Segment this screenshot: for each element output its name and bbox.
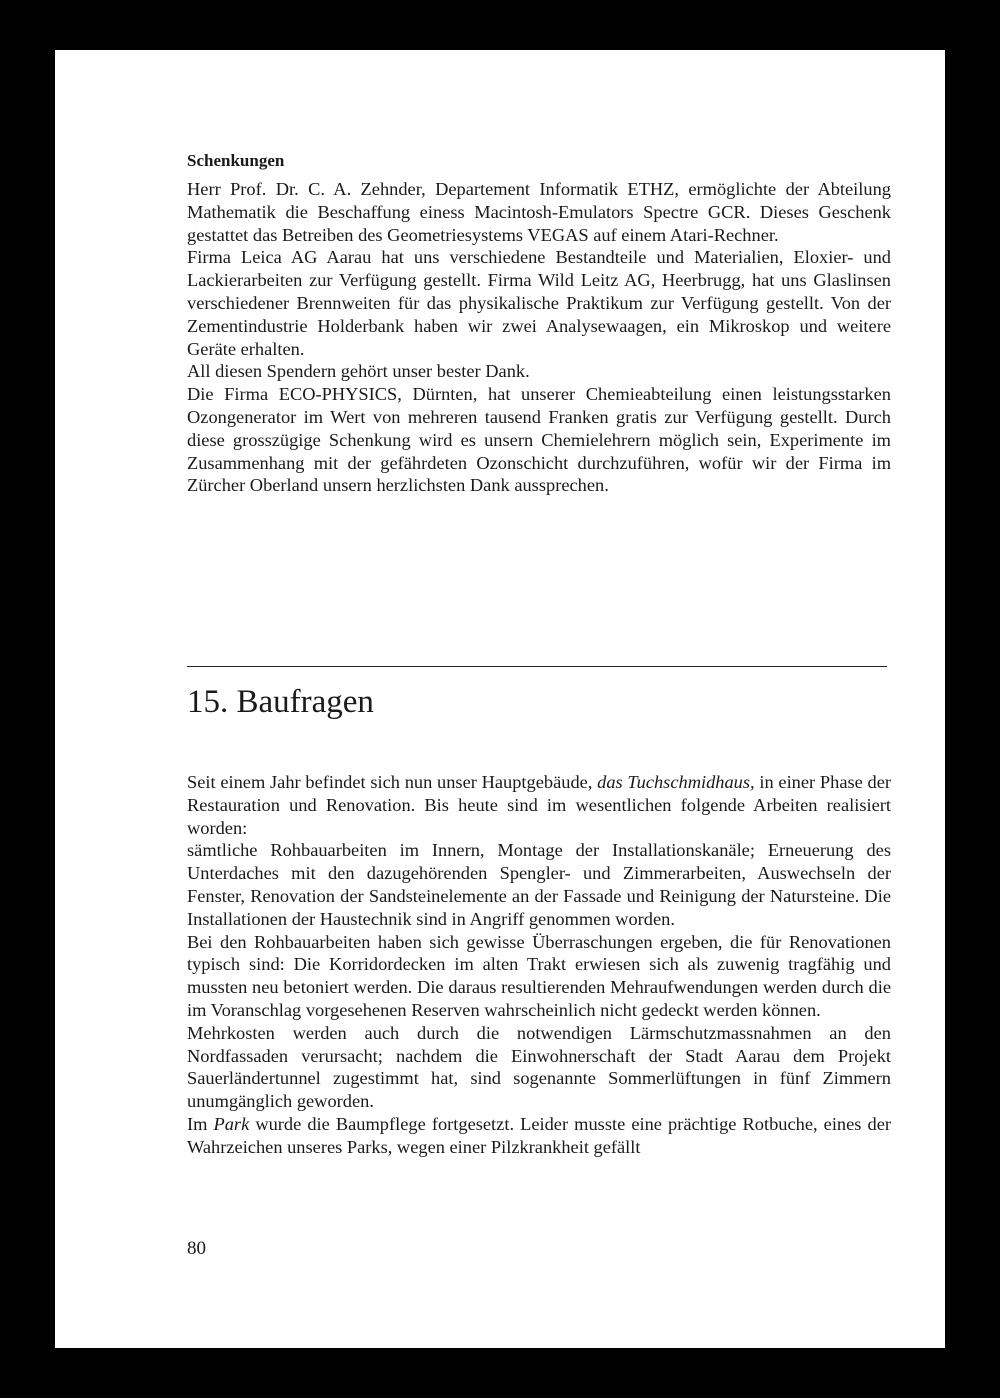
paragraph-surprises: Bei den Rohbauarbeiten haben sich gewisse Überraschungen ergeben, die für Renovationen typisch sind: Die Korridordecken im alten Trakt erwiesen sich als zuwenig tragfähig und mussten neu betoniert werden. Die daraus resultierenden Mehraufwendungen werden durch die im Voranschlag vorgesehenen Reserven wahrscheinlich nicht gedeckt werden können. xyxy=(187,931,891,1020)
paragraph-thanks: All diesen Spendern gehört unser bester Dank. xyxy=(187,361,530,382)
intro-text-start: Seit einem Jahr befindet sich nun unser Hauptgebäude, xyxy=(187,772,598,792)
paragraph-works: sämtliche Rohbauarbeiten im Innern, Montage der Installationskanäle; Erneuerung des Unterdaches mit den dazugehörenden Spengler- und Zimmerarbeiten, Auswechseln der Fenster, Renovation der Sandsteinelemente an der Fassade und Reinigung der Natursteine. Die Installationen der Haustechnik sind in Angriff genommen worden. xyxy=(187,840,891,929)
chapter-title: 15. Baufragen xyxy=(187,684,374,720)
park-text-start: Im xyxy=(187,1113,214,1134)
paragraph-zehnder: Herr Prof. Dr. C. A. Zehnder, Departement Informatik ETHZ, ermöglichte der Abteilung Mathematik die Beschaffung einess Macintosh-Emulators Spectre GCR. Dieses Geschenk gestattet das Betreiben des Geometriesystems VEGAS auf einem Atari-Rechner. xyxy=(187,179,891,245)
park-text-end: wurde die Baumpflege fortgesetzt. Leider musste eine prächtige Rotbuche, eines der Wahrzeichen unseres Parks, wegen einer Pilzkrankheit gefällt xyxy=(187,1113,891,1157)
paragraph-park xyxy=(187,1113,891,1159)
paragraph-eco-physics: Die Firma ECO-PHYSICS, Dürnten, hat unserer Chemieabteilung einen leistungsstarken Ozongenerator im Wert von mehreren tausend Franken gratis zur Verfügung gestellt. Durch diese grosszügige Schenkung wird es unsern Chemielehrern möglich sein, Experimente im Zusammenhang mit der gefährdeten Ozonschicht durchzuführen, wofür wir der Firma im Zürcher Oberland unsern herzlichsten Dank aussprechen. xyxy=(187,384,891,496)
gifts-text-block xyxy=(187,178,891,497)
document-page xyxy=(55,50,945,1348)
paragraph-extra-costs: Mehrkosten werden auch durch die notwendigen Lärmschutzmassnahmen an den Nordfassaden verursacht; nachdem die Einwohnerschaft der Stadt Aarau dem Projekt Sauerländertunnel zugestimmt hat, sind sogenannte Sommerlüftungen in fünf Zimmern unumgänglich geworden. xyxy=(187,1022,891,1112)
chapter-divider xyxy=(187,666,887,667)
page-number: 80 xyxy=(187,1238,206,1259)
building-name-emphasis: das Tuchschmidhaus, xyxy=(597,772,755,792)
building-text-block xyxy=(187,771,891,1159)
paragraph-leica: Firma Leica AG Aarau hat uns verschiedene Bestandteile und Materialien, Eloxier- und Lackierarbeiten zur Verfügung gestellt. Firma Wild Leitz AG, Heerbrugg, hat uns Glaslinsen verschiedener Brennweiten für das physikalische Praktikum zur Verfügung gestellt. Von der Zementindustrie Holderbank haben wir zwei Analysewaagen, ein Mikroskop und weitere Geräte erhalten. xyxy=(187,247,891,359)
park-emphasis: Park xyxy=(213,1113,250,1134)
paragraph-intro xyxy=(187,771,891,839)
intro-text-end: in einer Phase der Restauration und Renovation. Bis heute sind im wesentlichen folgende Arbeiten realisiert worden: xyxy=(187,772,892,838)
section-heading-schenkungen: Schenkungen xyxy=(187,151,285,170)
